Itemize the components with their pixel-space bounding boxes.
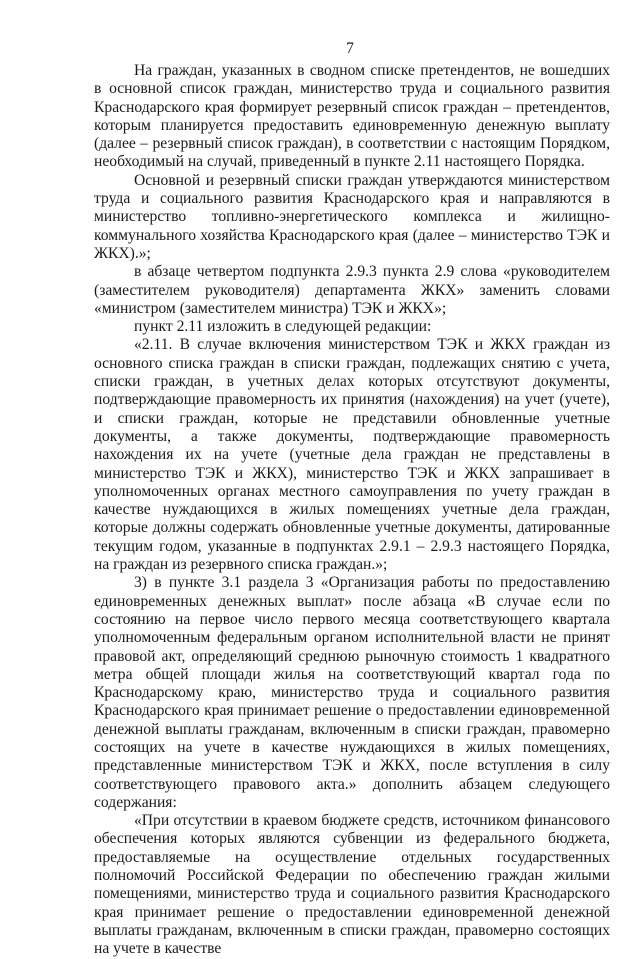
- paragraph: На граждан, указанных в сводном списке претендентов, не вошедших в основной список граждан, министерство труда и социального развития Краснодарского края формирует резервный список граждан – претендентов, которым планируется предоставить единовременную денежную выплату (далее – резервный список граждан), в соответствии с настоящим Порядком, необходимый на случай, приведенный в пункте 2.11 настоящего Порядка.: [94, 62, 610, 171]
- paragraph: в абзаце четвертом подпункта 2.9.3 пункта 2.9 слова «руководителем (заместителем руководителя) департамента ЖКХ» заменить словами «министром (заместителем министра) ТЭК и ЖКХ»;: [94, 263, 610, 317]
- document-body: [94, 62, 610, 959]
- paragraph: Основной и резервный списки граждан утверждаются министерством труда и социального развития Краснодарского края и направляются в министерство топливно-энергетического комплекса и жилищно-коммунального хозяйства Краснодарского края (далее – министерство ТЭК и ЖКХ).»;: [94, 171, 610, 262]
- paragraph: пункт 2.11 изложить в следующей редакции:: [134, 318, 432, 336]
- paragraph: «При отсутствии в краевом бюджете средств, источником финансового обеспечения которых являются субвенции из федерального бюджета, предоставляемые на осуществление отдельных государственных полномочий Российской Федерации по обеспечению граждан жилыми помещениями, министерство труда и социального развития Краснодарского края принимает решение о предоставлении единовременной денежной выплаты гражданам, включенным в списки граждан, правомерно состоящих на учете в качестве: [94, 812, 610, 958]
- page-number: 7: [346, 40, 354, 57]
- paragraph: 3) в пункте 3.1 раздела 3 «Организация работы по предоставлению единовременных денежных выплат» после абзаца «В случае если по состоянию на первое число первого месяца соответствующего квартала уполномоченным федеральным органом исполнительной власти не принят правовой акт, определяющий среднюю рыночную стоимость 1 квадратного метра общей площади жилья на соответствующий квартал года по Краснодарскому краю, министерство труда и социального развития Краснодарского края принимает решение о предоставлении единовременной денежной выплаты гражданам, включенным в списки граждан, правомерно состоящих на учете в качестве нуждающихся в жилых помещениях, представленные министерством ТЭК и ЖКХ, после вступления в силу соответствующего правового акта.» дополнить абзацем следующего содержания:: [94, 574, 610, 811]
- paragraph: «2.11. В случае включения министерством ТЭК и ЖКХ граждан из основного списка граждан в списки граждан, подлежащих снятию с учета, списки граждан, в учетных делах которых отсутствуют документы, подтверждающие правомерность их принятия (нахождения) на учет (учете), и списки граждан, которые не представили обновленные учетные документы, а также документы, подтверждающие правомерность нахождения их на учете (учетные дела граждан не представлены в министерство ТЭК и ЖКХ), министерство ТЭК и ЖКХ запрашивает в уполномоченных органах местного самоуправления по учету граждан в качестве нуждающихся в жилых помещениях учетные дела граждан, которые должны содержать обновленные учетные документы, датированные текущим годом, указанные в подпунктах 2.9.1 – 2.9.3 настоящего Порядка, на граждан из резервного списка граждан.»;: [94, 336, 610, 574]
